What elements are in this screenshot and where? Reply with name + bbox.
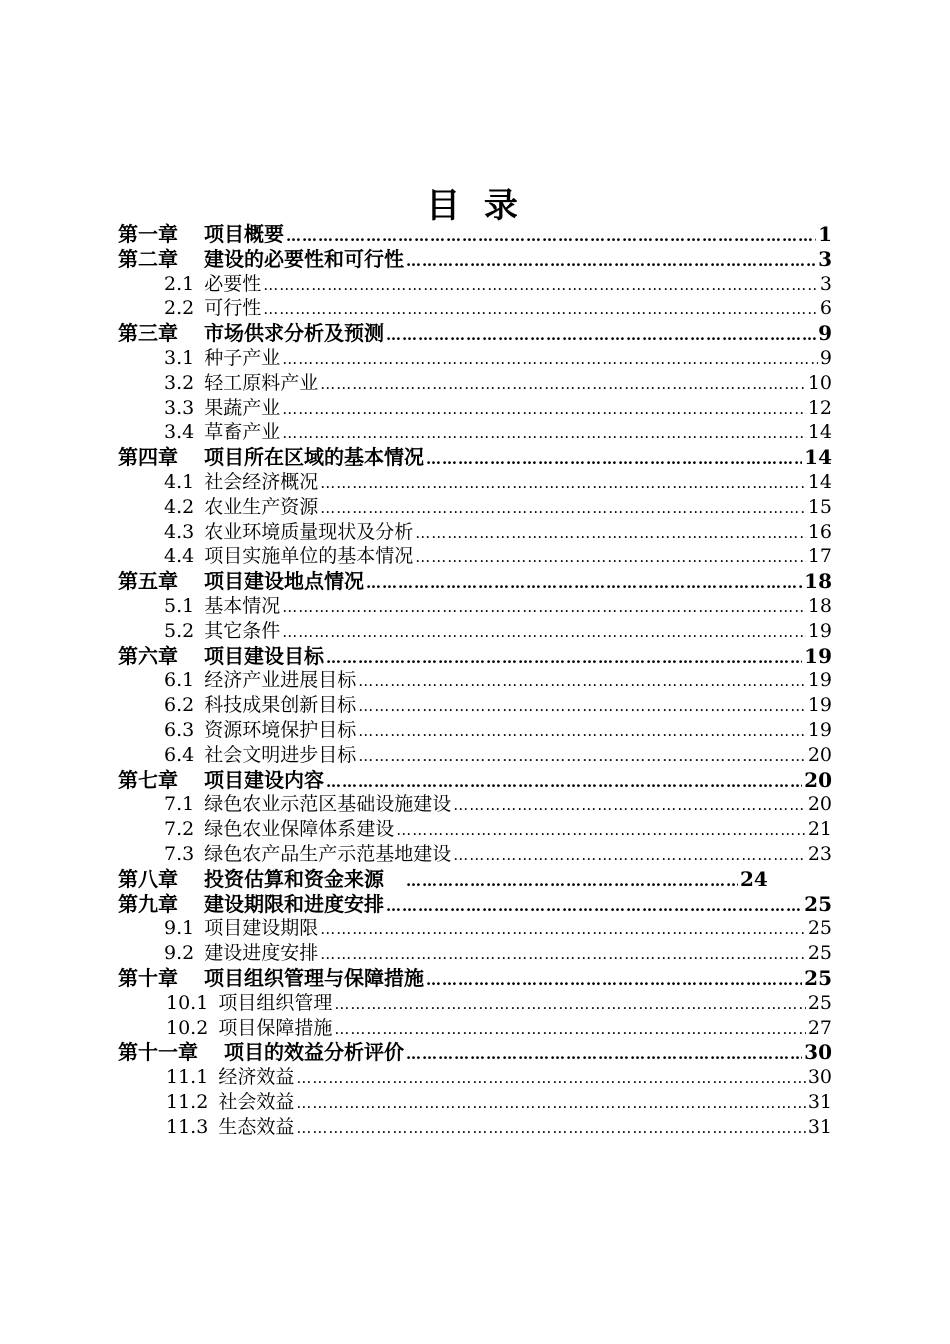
toc-page-number: 19: [807, 619, 832, 642]
toc-entry-number: 第七章: [118, 767, 178, 792]
toc-leader-dots: [296, 1066, 805, 1091]
toc-leader-dots: [282, 620, 806, 645]
toc-entry-title: 社会经济概况: [204, 470, 319, 493]
toc-page-number: 14: [807, 470, 832, 493]
toc-section-entry[interactable]: [118, 495, 832, 520]
toc-entry-number: 第六章: [118, 643, 178, 668]
toc-entry-title: 经济效益: [218, 1066, 295, 1089]
toc-entry-number: 11.1: [166, 1066, 209, 1089]
toc-leader-dots: [406, 1042, 802, 1067]
toc-page-number: 3: [819, 272, 832, 295]
toc-entry-number: 第一章: [118, 222, 178, 246]
toc-page-number: 20: [807, 743, 832, 766]
toc-entry-title: 项目组织管理与保障措施: [204, 965, 424, 990]
toc-entry-title: 社会文明进步目标: [204, 743, 357, 766]
toc-entry-title: 建设的必要性和可行性: [204, 246, 404, 271]
toc-section-entry[interactable]: [118, 296, 832, 321]
toc-page-number: 31: [807, 1115, 832, 1138]
toc-entry-title: 必要性: [204, 272, 262, 295]
toc-chapter-entry[interactable]: [118, 644, 832, 669]
toc-page-number: 24: [740, 866, 768, 891]
toc-section-entry[interactable]: [118, 718, 832, 743]
toc-page-number: 19: [807, 669, 832, 692]
toc-page-number: 19: [807, 694, 832, 717]
toc-section-entry[interactable]: [118, 1016, 832, 1041]
toc-page-number: 17: [807, 545, 832, 568]
toc-leader-dots: [426, 447, 802, 472]
toc-page-number: 25: [807, 942, 832, 965]
toc-entry-number: 3.2: [164, 371, 195, 394]
toc-page-number: 25: [804, 965, 832, 990]
toc-page-number: 30: [804, 1040, 832, 1065]
toc-leader-dots: [296, 1116, 805, 1141]
toc-entry-number: 第四章: [118, 445, 178, 470]
toc-entry-number: 2.2: [164, 297, 195, 320]
toc-entry-title: 资源环境保护目标: [204, 718, 357, 741]
toc-entry-number: 3.1: [164, 346, 195, 369]
toc-leader-dots: [386, 894, 802, 919]
toc-page-number: 9: [818, 321, 832, 346]
toc-entry-number: 9.1: [164, 917, 195, 940]
toc-leader-dots: [282, 397, 806, 422]
toc-leader-dots: [406, 249, 816, 274]
toc-leader-dots: [320, 942, 806, 967]
toc-chapter-entry[interactable]: [118, 321, 832, 346]
toc-entry-title: 果蔬产业: [204, 396, 281, 419]
toc-entry-number: 4.4: [164, 545, 195, 568]
toc-section-entry[interactable]: [118, 470, 832, 495]
toc-leader-dots: [453, 843, 806, 868]
page-title: 目 录: [426, 186, 524, 226]
toc-leader-dots: [320, 471, 806, 496]
toc-page-number: 27: [807, 1016, 832, 1039]
toc-page-number: 16: [807, 520, 832, 543]
toc-leader-dots: [358, 719, 806, 744]
toc-entry-title: 生态效益: [218, 1115, 295, 1138]
toc-page-number: 3: [818, 246, 832, 271]
toc-entry-title: 项目建设内容: [204, 767, 324, 792]
toc-entry-number: 第八章: [118, 866, 178, 891]
toc-leader-dots: [326, 770, 802, 795]
toc-entry-title: 项目保障措施: [218, 1016, 333, 1039]
toc-chapter-entry[interactable]: [118, 768, 832, 793]
toc-entry-number: 10.1: [166, 991, 209, 1014]
toc-entry-number: 3.3: [164, 396, 195, 419]
toc-chapter-entry[interactable]: [118, 247, 832, 272]
toc-entry-number: 7.2: [164, 818, 195, 841]
toc-page-number: 15: [807, 495, 832, 518]
toc-chapter-entry[interactable]: [118, 892, 832, 917]
toc-section-entry[interactable]: [118, 693, 832, 718]
toc-leader-dots: [263, 273, 818, 298]
toc-leader-dots: [282, 347, 818, 372]
toc-leader-dots: [415, 545, 806, 570]
toc-section-entry[interactable]: [118, 941, 832, 966]
toc-entry-number: 第三章: [118, 321, 178, 346]
toc-entry-title: 绿色农业保障体系建设: [204, 818, 395, 841]
toc-entry-number: 5.2: [164, 619, 195, 642]
toc-section-entry[interactable]: [118, 1090, 832, 1115]
toc-entry-number: 6.1: [164, 669, 195, 692]
toc-leader-dots: [320, 496, 806, 521]
toc-entry-number: 4.3: [164, 520, 195, 543]
toc-leader-dots: [426, 968, 802, 993]
toc-section-entry[interactable]: [118, 346, 832, 371]
toc-leader-dots: [358, 694, 806, 719]
toc-leader-dots: [358, 669, 806, 694]
toc-page-number: 25: [807, 991, 832, 1014]
toc-entry-title: 项目组织管理: [218, 991, 333, 1014]
toc-entry-number: 9.2: [164, 942, 195, 965]
toc-section-entry[interactable]: [118, 371, 832, 396]
toc-chapter-entry[interactable]: [118, 867, 832, 892]
toc-entry-title: 市场供求分析及预测: [204, 321, 384, 346]
toc-page-number: 12: [807, 396, 832, 419]
toc-chapter-entry[interactable]: [118, 966, 832, 991]
toc-entry-number: 第十章: [118, 965, 178, 990]
toc-leader-dots: [320, 372, 806, 397]
toc-leader-dots: [453, 793, 806, 818]
toc-leader-dots: [386, 323, 816, 348]
toc-entry-number: 11.2: [166, 1090, 209, 1113]
toc-section-entry[interactable]: [118, 668, 832, 693]
toc-leader-dots: [396, 818, 806, 843]
toc-page-number: 25: [807, 917, 832, 940]
toc-entry-title: 绿色农产品生产示范基地建设: [204, 842, 452, 865]
toc-entry-title: 项目的效益分析评价: [224, 1040, 404, 1065]
toc-leader-dots: [282, 421, 806, 446]
toc-page-number: 20: [804, 767, 832, 792]
toc-entry-title: 基本情况: [204, 594, 281, 617]
toc-entry-title: 项目建设期限: [204, 917, 319, 940]
toc-section-entry[interactable]: [118, 842, 832, 867]
toc-entry-number: 第九章: [118, 891, 178, 916]
toc-entry-title: 项目概要: [204, 222, 284, 246]
toc-page-number: 30: [807, 1066, 832, 1089]
toc-entry-title: 建设进度安排: [204, 942, 319, 965]
toc-section-entry[interactable]: [118, 544, 832, 569]
toc-entry-title: 项目实施单位的基本情况: [204, 545, 414, 568]
toc-page-number: 21: [807, 818, 832, 841]
toc-entry-title: 投资估算和资金来源: [204, 866, 384, 891]
toc-leader-dots: [358, 744, 806, 769]
toc-entry-number: 11.3: [166, 1115, 209, 1138]
toc-entry-title: 项目建设目标: [204, 643, 324, 668]
toc-section-entry[interactable]: [118, 520, 832, 545]
toc-entry-title: 农业环境质量现状及分析: [204, 520, 414, 543]
toc-section-entry[interactable]: [118, 1115, 832, 1140]
toc-leader-dots: [334, 992, 805, 1017]
toc-chapter-entry[interactable]: [118, 445, 832, 470]
toc-page-number: 6: [819, 297, 832, 320]
toc-entry-number: 2.1: [164, 272, 195, 295]
toc-section-entry[interactable]: [118, 619, 832, 644]
toc-page-number: 18: [807, 594, 832, 617]
toc-page-number: 20: [807, 793, 832, 816]
toc-entry-title: 建设期限和进度安排: [204, 891, 384, 916]
toc-section-entry[interactable]: [118, 743, 832, 768]
toc-entry-title: 社会效益: [218, 1090, 295, 1113]
toc-section-entry[interactable]: [118, 594, 832, 619]
toc-entry-number: 6.2: [164, 694, 195, 717]
toc-section-entry[interactable]: [118, 817, 832, 842]
toc-entry-title: 经济产业进展目标: [204, 669, 357, 692]
toc-leader-dots: [415, 521, 806, 546]
toc-entry-number: 3.4: [164, 421, 195, 444]
toc-page-number: 14: [804, 445, 832, 470]
toc-entry-title: 轻工原料产业: [204, 371, 319, 394]
toc-leader-dots: [406, 869, 738, 894]
toc-entry-number: 4.1: [164, 470, 195, 493]
toc-entry-title: 种子产业: [204, 346, 281, 369]
toc-entry-number: 6.4: [164, 743, 195, 766]
table-of-contents: [118, 222, 832, 1139]
toc-leader-dots: [366, 571, 802, 596]
toc-entry-number: 4.2: [164, 495, 195, 518]
toc-entry-title: 科技成果创新目标: [204, 694, 357, 717]
toc-leader-dots: [296, 1091, 805, 1116]
toc-entry-number: 6.3: [164, 718, 195, 741]
toc-page-number: 18: [804, 569, 832, 594]
toc-entry-number: 7.3: [164, 842, 195, 865]
toc-entry-title: 绿色农业示范区基础设施建设: [204, 793, 452, 816]
toc-page-number: 25: [804, 891, 832, 916]
toc-entry-number: 5.1: [164, 594, 195, 617]
toc-leader-dots: [334, 1017, 805, 1042]
toc-page-number: 19: [804, 643, 832, 668]
toc-page-number: 9: [819, 346, 832, 369]
toc-page-number: 1: [818, 222, 832, 246]
toc-entry-title: 项目所在区域的基本情况: [204, 445, 424, 470]
toc-section-entry[interactable]: [118, 396, 832, 421]
toc-section-entry[interactable]: [118, 1065, 832, 1090]
toc-leader-dots: [282, 595, 806, 620]
toc-entry-number: 7.1: [164, 793, 195, 816]
toc-leader-dots: [286, 224, 816, 249]
toc-entry-number: 第二章: [118, 246, 178, 271]
toc-page-number: 10: [807, 371, 832, 394]
toc-entry-title: 可行性: [204, 297, 262, 320]
toc-entry-title: 项目建设地点情况: [204, 569, 364, 594]
toc-entry-number: 10.2: [166, 1016, 209, 1039]
toc-section-entry[interactable]: [118, 916, 832, 941]
toc-entry-number: 第十一章: [118, 1040, 198, 1065]
toc-section-entry[interactable]: [118, 991, 832, 1016]
toc-page-number: 31: [807, 1090, 832, 1113]
toc-leader-dots: [320, 917, 806, 942]
toc-section-entry[interactable]: [118, 272, 832, 297]
toc-entry-title: 农业生产资源: [204, 495, 319, 518]
toc-page-number: 14: [807, 421, 832, 444]
toc-section-entry[interactable]: [118, 420, 832, 445]
toc-chapter-entry[interactable]: [118, 1040, 832, 1065]
toc-page-number: 23: [807, 842, 832, 865]
toc-leader-dots: [326, 646, 802, 671]
toc-page-number: 19: [807, 718, 832, 741]
toc-entry-number: 第五章: [118, 569, 178, 594]
toc-section-entry[interactable]: [118, 792, 832, 817]
toc-entry-title: 其它条件: [204, 619, 281, 642]
toc-leader-dots: [263, 297, 818, 322]
toc-entry-title: 草畜产业: [204, 421, 281, 444]
toc-chapter-entry[interactable]: [118, 569, 832, 594]
toc-chapter-entry[interactable]: [118, 222, 832, 247]
